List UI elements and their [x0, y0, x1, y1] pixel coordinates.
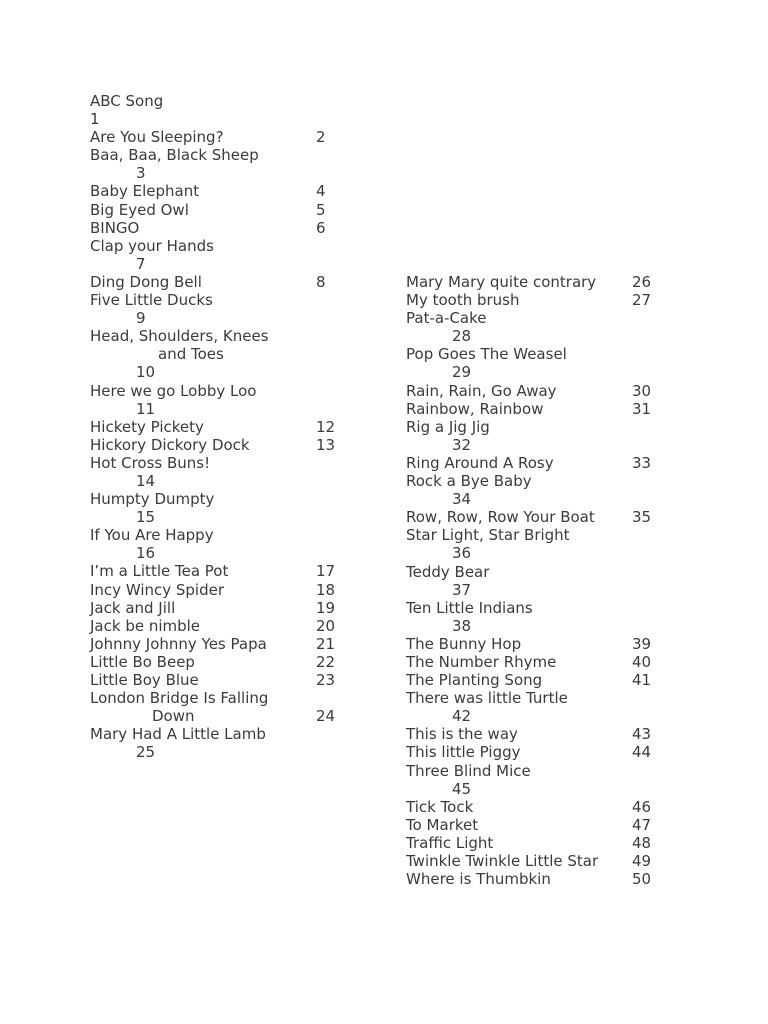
song-title: Ten Little Indians [406, 598, 533, 617]
song-title: Row, Row, Row Your Boat [406, 508, 595, 527]
toc-entry [90, 327, 350, 381]
toc-entry [90, 526, 350, 562]
song-title: Twinkle Twinkle Little Star [406, 852, 599, 870]
toc-entry [90, 581, 350, 599]
toc-entry [406, 870, 666, 888]
song-title: Ring Around A Rosy [406, 453, 554, 472]
page-number: 32 [452, 435, 472, 454]
song-title: ABC Song [90, 92, 164, 110]
song-title: Humpty Dumpty [90, 490, 215, 509]
toc-entry [90, 454, 350, 490]
page-number: 7 [136, 254, 146, 273]
toc-entry [406, 418, 666, 454]
toc-entry [90, 653, 350, 671]
page-number: 49 [632, 852, 652, 870]
page-number: 26 [632, 273, 652, 291]
toc-entry [90, 182, 350, 200]
toc-entry [406, 743, 666, 761]
song-title-continued: Down [152, 707, 195, 726]
page-number: 34 [452, 490, 472, 509]
song-title: This little Piggy [406, 743, 521, 762]
page-number: 12 [316, 417, 336, 436]
song-title: Three Blind Mice [406, 761, 531, 780]
page-number: 43 [632, 725, 652, 744]
toc-entry [90, 382, 350, 418]
toc-entry [90, 599, 350, 617]
song-title: Baby Elephant [90, 182, 200, 201]
page-number: 48 [632, 833, 652, 852]
toc-entry [406, 273, 666, 291]
toc-entry [406, 816, 666, 834]
song-title: Traffic Light [406, 833, 494, 852]
page-number: 23 [316, 671, 336, 689]
page-number: 20 [316, 616, 336, 635]
song-title: Rainbow, Rainbow [406, 399, 544, 418]
song-title: Mary Had A Little Lamb [90, 725, 266, 744]
song-title: Head, Shoulders, Knees [90, 327, 269, 346]
page-number: 40 [632, 652, 652, 671]
toc-entry [406, 599, 666, 635]
page-number: 15 [136, 508, 156, 527]
page-number: 11 [136, 399, 156, 418]
song-title: Ding Dong Bell [90, 272, 202, 291]
page-number: 50 [632, 870, 652, 889]
toc-entry [90, 418, 350, 436]
song-title: Rain, Rain, Go Away [406, 381, 557, 400]
toc-entry [90, 128, 350, 146]
page-number: 19 [316, 598, 336, 617]
toc-entry [90, 671, 350, 689]
song-title: Baa, Baa, Black Sheep [90, 146, 259, 165]
toc-entry [406, 798, 666, 816]
page-number: 8 [316, 272, 326, 291]
page-number: 29 [452, 363, 472, 382]
song-title: Little Boy Blue [90, 671, 199, 689]
song-title: The Planting Song [406, 671, 543, 690]
song-title: This is the way [406, 725, 518, 744]
page-number: 2 [316, 128, 326, 147]
toc-entry [406, 291, 666, 309]
toc-entry [90, 273, 350, 291]
toc-entry [90, 725, 350, 761]
song-title: Jack be nimble [90, 616, 201, 635]
song-title: Here we go Lobby Loo [90, 381, 257, 400]
toc-entry [90, 617, 350, 635]
page-number: 38 [452, 616, 472, 635]
song-title: Pop Goes The Weasel [406, 345, 567, 364]
page-number: 42 [452, 707, 472, 726]
toc-entry [90, 635, 350, 653]
song-title: BINGO [90, 218, 140, 237]
page-number: 27 [632, 291, 652, 310]
song-title: Johnny Johnny Yes Papa [90, 634, 267, 653]
page-number: 9 [136, 309, 146, 328]
page-number: 31 [632, 399, 652, 418]
page-number: 33 [632, 453, 652, 472]
page-number: 1 [90, 110, 100, 129]
toc-entry [90, 201, 350, 219]
song-title: Hot Cross Buns! [90, 453, 211, 472]
song-title: Jack and Jill [90, 598, 176, 617]
page-number: 10 [136, 363, 156, 382]
page-number: 30 [632, 381, 652, 400]
song-title: Little Bo Beep [90, 652, 195, 671]
song-title-continued: and Toes [158, 345, 224, 364]
page-number: 44 [632, 743, 652, 762]
toc-entry [90, 291, 350, 327]
toc-entry [406, 635, 666, 653]
toc-entry [406, 454, 666, 472]
page-number: 6 [316, 218, 326, 237]
page-number: 36 [452, 544, 472, 563]
song-title: Rock a Bye Baby [406, 472, 532, 491]
page-number: 21 [316, 634, 336, 653]
toc-entry [90, 146, 350, 182]
toc-entry [90, 490, 350, 526]
song-title: Rig a Jig Jig [406, 417, 490, 436]
toc-entry [90, 237, 350, 273]
page-number: 35 [632, 508, 652, 527]
song-title: Star Light, Star Bright [406, 526, 570, 545]
toc-entry [90, 562, 350, 580]
song-title: Mary Mary quite contrary [406, 273, 597, 291]
page-number: 4 [316, 182, 326, 201]
song-title: There was little Turtle [406, 689, 568, 708]
song-title: Incy Wincy Spider [90, 580, 225, 599]
song-title: Pat-a-Cake [406, 309, 487, 328]
song-title: London Bridge Is Falling [90, 689, 269, 708]
page-number: 25 [136, 743, 156, 762]
song-title: Tick Tock [406, 797, 474, 816]
toc-entry [406, 852, 666, 870]
page-number: 46 [632, 797, 652, 816]
toc-entry [406, 762, 666, 798]
toc-entry [406, 382, 666, 400]
song-title: Hickety Pickety [90, 417, 204, 436]
song-title: I’m a Little Tea Pot [90, 562, 229, 581]
page-number: 28 [452, 327, 472, 346]
toc-entry [406, 689, 666, 725]
song-title: To Market [406, 815, 479, 834]
song-title: The Bunny Hop [406, 634, 522, 653]
page-number: 41 [632, 671, 652, 690]
toc-entry [406, 563, 666, 599]
song-title: Five Little Ducks [90, 291, 213, 310]
page-number: 45 [452, 779, 472, 798]
page-number: 39 [632, 634, 652, 653]
song-title: Clap your Hands [90, 236, 214, 255]
page-number: 13 [316, 435, 336, 454]
toc-entry [406, 400, 666, 418]
page-number: 22 [316, 652, 336, 671]
toc-right-column [406, 273, 666, 888]
toc-left-column [90, 92, 350, 761]
toc-entry [406, 725, 666, 743]
toc-entry [406, 309, 666, 345]
song-title: Big Eyed Owl [90, 200, 189, 219]
song-title: Where is Thumbkin [406, 870, 551, 889]
toc-entry [90, 219, 350, 237]
page-number: 24 [316, 707, 336, 726]
page-number: 18 [316, 580, 336, 599]
toc-entry [406, 345, 666, 381]
toc-entry [90, 689, 350, 725]
page-number: 37 [452, 580, 472, 599]
toc-entry [406, 834, 666, 852]
page-number: 47 [632, 815, 652, 834]
song-title: Teddy Bear [406, 562, 490, 581]
toc-entry [90, 436, 350, 454]
toc-entry [406, 508, 666, 526]
toc-entry [406, 671, 666, 689]
toc-entry [90, 92, 350, 128]
page-number: 16 [136, 544, 156, 563]
page-number: 17 [316, 562, 336, 581]
song-title: Hickory Dickory Dock [90, 435, 250, 454]
song-title: The Number Rhyme [406, 652, 557, 671]
page-number: 3 [136, 164, 146, 183]
toc-entry [406, 526, 666, 562]
page-number: 5 [316, 200, 326, 219]
toc-entry [406, 653, 666, 671]
page-number: 14 [136, 471, 156, 490]
toc-entry [406, 472, 666, 508]
song-title: My tooth brush [406, 291, 520, 310]
song-title: Are You Sleeping? [90, 128, 224, 147]
song-title: If You Are Happy [90, 526, 214, 545]
